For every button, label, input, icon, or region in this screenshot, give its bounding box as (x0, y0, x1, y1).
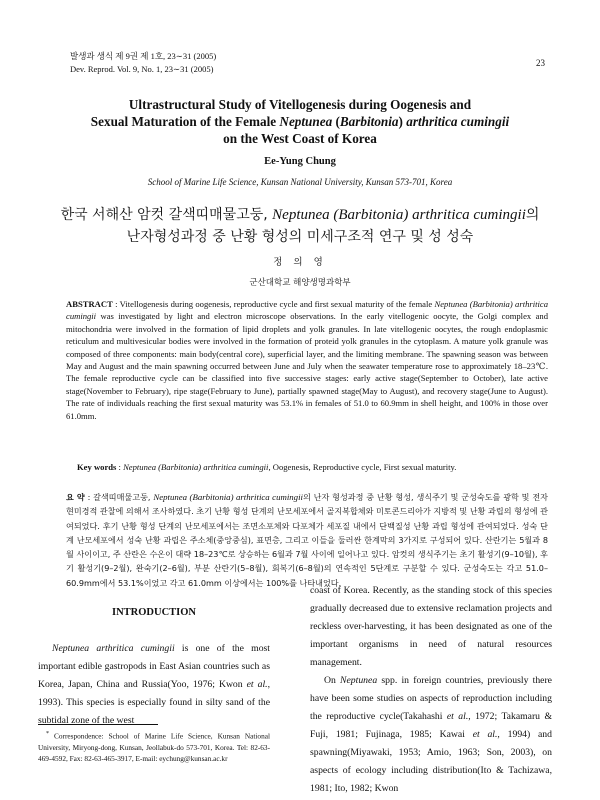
title-species: arthritica cumingii (406, 114, 510, 129)
keywords (77, 462, 547, 472)
title-subgenus: (Barbitonia) (335, 114, 403, 129)
intro-p1-end: , 1993). This species is especially found in silty sand of the subtidal zone of the west (38, 679, 270, 726)
intro-paragraph-1 (38, 640, 270, 730)
intro-p2-lead: On (324, 675, 341, 686)
korean-author: 정 의 영 (273, 257, 327, 268)
intro-p1-body: is one of the most important edible gastropods in East Asian countries such as Korea, Japan, China and Russia(Yoo, 1976; Kwon (38, 643, 270, 690)
paper-title (50, 96, 550, 147)
title-line-3: on the West Coast of Korea (223, 131, 377, 146)
intro-p2-etal-1: et al. (446, 711, 469, 722)
korean-abstract-body: 의 난자 형성과정 중 난황 형성, 생식주기 및 군성숙도를 광학 및 전자현미경적 관찰에 의해서 조사하였다. 초기 난황 형성 단계의 난모세포에서 골지복합체와 미토콘드리아가 지방적 및 난황 과립의 형성에 관여되었다. 후기 난황 형성 단계의 난모세포에서는 조면소포체와 다포체가 세포질 내에서 단백질성 난황 과립 형성에 관여되었다. 성숙 단계 난모세포에서 성숙 난황 과립은 주소체(중앙중심), 표면층, 그리고 이들을 둘러싼 한계막의 3가지로 구성되어 있다. 산란기는 5월과 8월 사이이고, 주 산란은 수온이 대략 18–23℃로 상승하는 6월과 7월 사이에 일어나고 있다. 암컷의 생식주기는 초기 활성기(9–10월), 후기 활성기(9–2월), 완숙기(2–6월), 부분 산란기(5–8월), 회복기(6–8월)의 연속적인 5단계로 구분할 수 있다. 군성숙도는 각고 51.0–60.9mm에서 53.1%이었고 각고 61.0mm 이상에서는 100%를 나타내었다. (66, 492, 548, 588)
title-subgenus-name: Barbitonia (339, 114, 399, 129)
abstract-body: was investigated by light and electron microscope observations. In the early vitellogenic oocyte, the Golgi complex and mitochondria were involved in the formation of lipid droplets and yolk granules. In late vitellogenic oocytes, the rough endoplasmic reticulum and multivesicular bodies were involved in the formation of proteid yolk granules in the cytoplasm. A mature yolk granule was composed of three components: main body(central core), superficial layer, and the limiting membrane. The spawning season was between May and August and the main spawning occurred between June and July when the seawater temperature rose to approximately 18–23℃. The female reproductive cycle can be classified into five successive stages: early active stage(September to October), late active stage(November to February), ripe stage(February to June), partially spawned stage(May to August), and recovery stage(June to August). The rate of individuals reaching the first sexual maturity was 53.1% in females of 51.0 to 60.9mm in shell height, and 100% in those over 61.0mm. (66, 311, 548, 421)
keywords-label: Key words (77, 462, 117, 472)
intro-etal: et al. (246, 679, 268, 690)
intro-species: Neptunea arthritica cumingii (52, 643, 175, 654)
introduction-heading: INTRODUCTION (111, 607, 196, 618)
journal-header-korean: 발생과 생식 제 9권 제 1호, 23∼31 (2005) (70, 51, 217, 61)
korean-title-suffix: 의 (525, 207, 540, 223)
journal-header-english: Dev. Reprod. Vol. 9, No. 1, 23∼31 (2005) (70, 64, 214, 74)
intro-paragraph-2 (310, 672, 552, 798)
title-line-2 (50, 113, 550, 130)
korean-abstract-label: 요 약 (66, 492, 85, 502)
title-line-1: Ultrastructural Study of Vitellogenesis during Oogenesis and (128, 97, 472, 112)
title-genus: Neptunea (279, 114, 333, 129)
keywords-sep: : (116, 462, 124, 472)
intro-p2-etal-2: et al. (472, 729, 498, 740)
author-affiliation: School of Marine Life Science, Kunsan National University, Kunsan 573-701, Korea (147, 177, 453, 187)
korean-title-prefix: 한국 서해산 암컷 갈색띠매물고둥, (60, 207, 273, 223)
korean-abstract (66, 490, 548, 590)
intro-p2-mid-1: , 1972; Takamaru & Fuji, 1981; Fujinaga, 1985; Kawai (310, 711, 552, 740)
footnote-body: Correspondence: School of Marine Life Science, Kunsan National University, Miryong-dong, Kunsan, Jeollabuk-do 573-701, Korea. Tel: 82-63-469-4592, Fax: 82-63-465-3917, E-mail: eychung@kunsan.ac.kr (38, 731, 270, 764)
intro-paragraph-continued: coast of Korea. Recently, as the standing stock of this species gradually decreased due to extensive reclamation projects and reckless over-harvesting, it has been designated as one of the important organisms in need of natural resources management. (310, 585, 552, 668)
right-column (310, 582, 552, 798)
title-line-2-prefix: Sexual Maturation of the Female (90, 114, 280, 129)
footnote-mark: * (46, 731, 50, 737)
korean-affiliation: 군산대학교 해양생명과학부 (249, 278, 351, 288)
abstract-label: ABSTRACT (66, 299, 113, 309)
left-column (38, 580, 270, 730)
intro-p2-mid-2: , 1994) and spawning(Miyawaki, 1953; Amio, 1963; Son, 2003), on aspects of ecology including distribution(Ito & Tachizawa, 1981; Ito, 1982; Kwon (310, 729, 552, 794)
journal-header (70, 50, 216, 76)
korean-title-species: Neptunea (Barbitonia) arthritica cumingii (272, 207, 526, 223)
korean-title (40, 204, 560, 248)
keywords-rest: , Oogenesis, Reproductive cycle, First sexual maturity. (268, 462, 457, 472)
keywords-species: Neptunea (Barbitonia) arthritica cumingii (123, 462, 269, 472)
abstract-species-b: arthritica cumingii (66, 299, 548, 322)
korean-abstract-lead: : 갈색띠매물고둥, (84, 492, 154, 502)
korean-abstract-species: Neptunea (Barbitonia) arthritica cumingii (153, 492, 303, 502)
correspondence-footnote (38, 729, 270, 765)
intro-p2-genus: Neptunea (340, 675, 378, 686)
footnote-text (38, 729, 270, 765)
intro-p2-body: spp. in foreign countries, previously there have been some studies on aspects of reproduction including the reproductive cycle(Takahashi (310, 675, 552, 722)
abstract (66, 298, 548, 422)
page-number: 23 (536, 58, 545, 68)
korean-title-line-1 (40, 204, 560, 226)
korean-title-line-2: 난자형성과정 중 난황 형성의 미세구조적 연구 및 성 성숙 (126, 229, 474, 245)
footnote-rule (38, 724, 158, 725)
author-name: Ee-Yung Chung (264, 156, 336, 167)
abstract-species-a: Neptunea (Barbitonia) (434, 299, 513, 309)
abstract-lead: : Vitellogenesis during oogenesis, reproductive cycle and first sexual maturity of the female (112, 299, 435, 309)
